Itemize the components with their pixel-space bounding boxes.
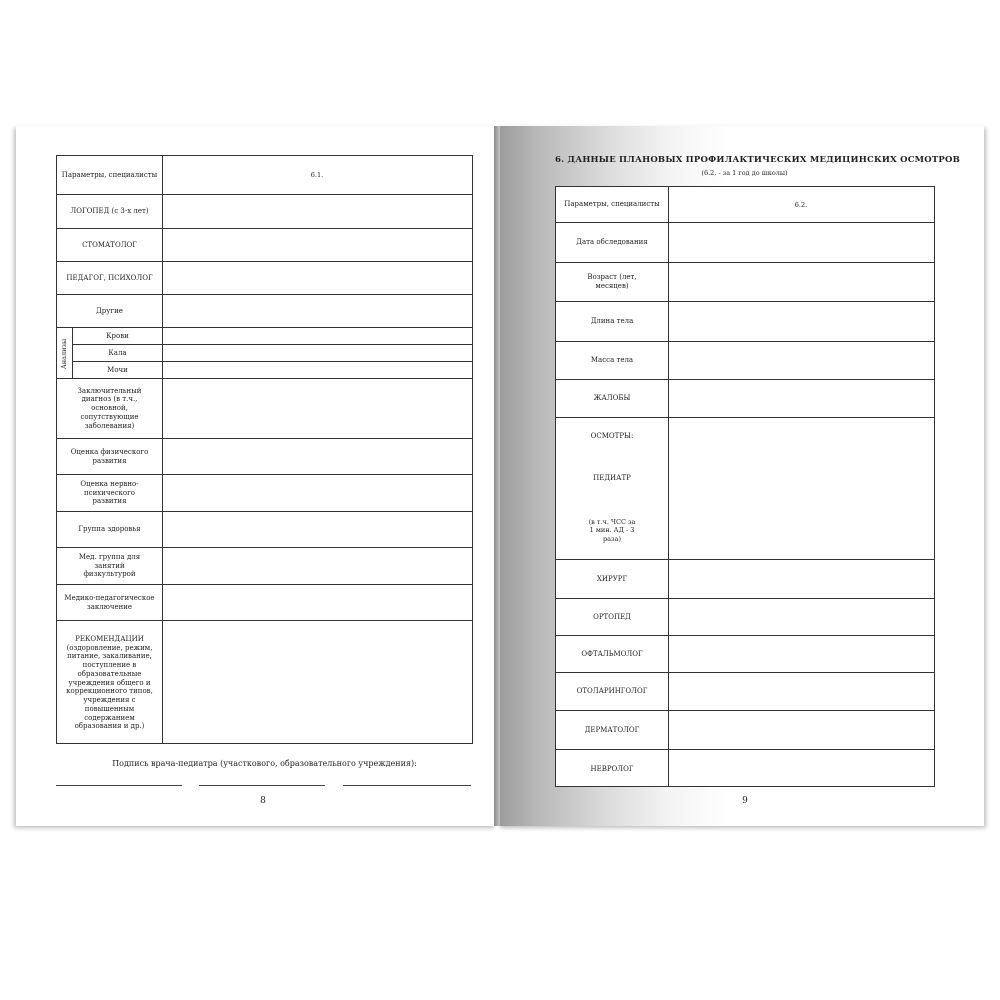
pediatr-note: (в т.ч. ЧСС за 1 мин. АД - 3 раза) bbox=[588, 518, 636, 543]
right-row-nevrolog bbox=[556, 750, 934, 788]
right-page-number: 9 bbox=[742, 796, 748, 806]
signature-line-1[interactable] bbox=[56, 785, 182, 786]
left-row-label: РЕКОМЕНДАЦИИ (оздоровление, режим, питание, закаливание, поступление в образовательные учреждения общего и коррекционного типов, учреждения с повышенным содержанием образования и др.) bbox=[66, 634, 153, 731]
left-row-label: СТОМАТОЛОГ bbox=[82, 240, 137, 249]
osmotry-label: ОСМОТРЫ: bbox=[590, 432, 634, 440]
right-row-label: ЖАЛОБЫ bbox=[593, 394, 631, 403]
right-row-label: Масса тела bbox=[590, 356, 634, 365]
right-row-label: Длина тела bbox=[590, 317, 634, 326]
right-row-massa bbox=[556, 342, 934, 380]
right-row-oftalmolog bbox=[556, 636, 934, 673]
left-row-rekom bbox=[57, 621, 472, 745]
right-row-label: ДЕРМАТОЛОГ bbox=[584, 725, 640, 734]
left-row-mochi bbox=[57, 362, 472, 379]
right-row-label: ОРТОПЕД bbox=[593, 612, 631, 621]
left-row-label: ЛОГОПЕД (с 3-х лет) bbox=[70, 207, 149, 216]
right-row-hirurg bbox=[556, 560, 934, 599]
right-row-osmotry bbox=[556, 418, 934, 560]
left-row-medgruppa bbox=[57, 548, 472, 585]
left-row-label: Мочи bbox=[107, 365, 128, 374]
right-row-label: ОФТАЛЬМОЛОГ bbox=[581, 649, 643, 658]
right-row-lor bbox=[556, 673, 934, 711]
right-row-vozrast bbox=[556, 263, 934, 302]
right-row-ortoped bbox=[556, 599, 934, 636]
left-header-label: Параметры, специалисты bbox=[61, 170, 158, 179]
left-header-code: 6.1. bbox=[310, 171, 324, 179]
signature-line-3[interactable] bbox=[343, 785, 471, 786]
right-exam-table bbox=[555, 186, 935, 787]
left-row-mpz bbox=[57, 585, 472, 621]
right-header-label: Параметры, специалисты bbox=[564, 200, 660, 209]
right-row-dermatolog bbox=[556, 711, 934, 750]
left-row-label: ПЕДАГОГ, ПСИХОЛОГ bbox=[66, 273, 153, 282]
right-row-label: ОТОЛАРИНГОЛОГ bbox=[576, 687, 648, 696]
left-row-label: Оценка нервно-психического развития bbox=[80, 479, 139, 506]
left-row-label: Заключительный диагноз (в т.ч., основной, сопутствующие заболевания) bbox=[77, 386, 142, 430]
analyses-label-text: Анализы bbox=[60, 338, 69, 369]
right-row-label: Дата обследования bbox=[576, 238, 648, 247]
right-page-subtitle: (6.2. - за 1 год до школы) bbox=[701, 169, 788, 177]
left-header-row bbox=[57, 156, 472, 195]
right-row-zhaloby bbox=[556, 380, 934, 418]
left-row-fiz bbox=[57, 439, 472, 475]
signature-caption: Подпись врача-педиатра (участкового, образовательного учреждения): bbox=[112, 759, 417, 768]
left-row-label: Другие bbox=[96, 306, 123, 315]
left-row-gruppa bbox=[57, 512, 472, 548]
left-row-diagnoz bbox=[57, 379, 472, 439]
left-row-logoped bbox=[57, 195, 472, 229]
right-row-label: НЕВРОЛОГ bbox=[590, 764, 634, 773]
right-row-label: ХИРУРГ bbox=[596, 574, 628, 583]
left-row-stomatolog bbox=[57, 229, 472, 262]
left-row-krovi bbox=[73, 328, 472, 345]
left-row-label: Группа здоровья bbox=[78, 525, 141, 534]
left-row-label: Кала bbox=[108, 348, 127, 357]
left-row-pedagog bbox=[57, 262, 472, 295]
right-row-label: Возраст (лет, месяцев) bbox=[587, 273, 637, 290]
left-row-label: Крови bbox=[106, 331, 129, 340]
signature-line-2[interactable] bbox=[199, 785, 325, 786]
right-page-title: 6. ДАННЫЕ ПЛАНОВЫХ ПРОФИЛАКТИЧЕСКИХ МЕДИЦИНСКИХ ОСМОТРОВ bbox=[555, 155, 960, 165]
left-exam-table bbox=[56, 155, 473, 744]
left-row-drugie bbox=[57, 295, 472, 328]
right-header-code: 6.2. bbox=[794, 200, 808, 209]
right-row-dlina bbox=[556, 302, 934, 342]
right-header-row bbox=[556, 187, 934, 223]
left-row-label: Оценка физического развития bbox=[70, 447, 149, 465]
left-row-kala bbox=[73, 345, 472, 362]
book-gutter bbox=[494, 126, 500, 826]
pediatr-label: ПЕДИАТР bbox=[593, 474, 631, 482]
right-row-data bbox=[556, 223, 934, 263]
left-row-label: Мед. группа для занятий физкультурой bbox=[78, 552, 141, 579]
left-row-nerv bbox=[57, 475, 472, 512]
left-page-number: 8 bbox=[260, 796, 266, 806]
left-row-label: Медико-педагогическое заключение bbox=[64, 593, 155, 611]
